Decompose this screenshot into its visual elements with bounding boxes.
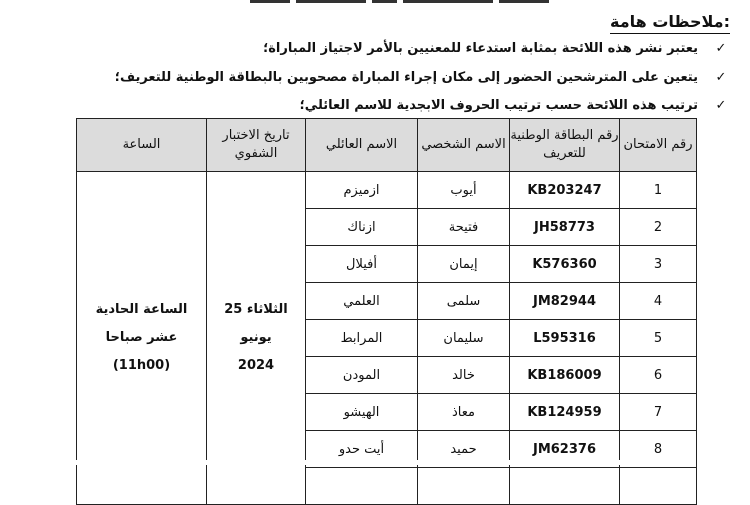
exam-number: 3	[620, 246, 697, 283]
first-name: معاذ	[418, 394, 510, 431]
exam-number: 4	[620, 283, 697, 320]
time-line: (11h00)	[112, 358, 171, 373]
exam-number: 5	[620, 320, 697, 357]
header-time: الساعة	[77, 119, 207, 172]
last-name: أفيلال	[306, 246, 418, 283]
note-text: يتعين على المترشحين الحضور إلى مكان إجراء المباراة مصحوبين بالبطاقة الوطنية للتعريف؛	[114, 70, 698, 85]
last-name: العلمي	[306, 283, 418, 320]
id-card-number: KB186009	[510, 357, 620, 394]
last-name: المرابط	[306, 320, 418, 357]
candidates-table	[76, 118, 697, 505]
last-name: ازناك	[306, 209, 418, 246]
note-item-ordering	[300, 98, 730, 113]
id-card-number: KB124959	[510, 394, 620, 431]
header-last-name: الاسم العائلي	[306, 119, 418, 172]
header-id-card: رقم البطاقة الوطنية للتعريف	[510, 119, 620, 172]
exam-number: 7	[620, 394, 697, 431]
oral-date-year: 2024	[237, 358, 275, 373]
id-card-number: JM62376	[510, 431, 620, 468]
id-card-number: KB203247	[510, 172, 620, 209]
oral-date-line: الثلاثاء 25 يونيو	[224, 302, 288, 345]
first-name: سلمى	[418, 283, 510, 320]
last-name: أيت حدو	[306, 431, 418, 468]
checkmark-icon: ✓	[715, 70, 727, 85]
table-header-row	[77, 119, 697, 172]
checkmark-icon: ✓	[715, 98, 727, 113]
first-name: إيمان	[418, 246, 510, 283]
last-name: ازميزم	[306, 172, 418, 209]
note-text: يعتبر نشر هذه اللائحة بمثابة استدعاء للمعنيين بالأمر لاجتياز المباراة؛	[263, 41, 698, 56]
note-item-id-card	[115, 70, 730, 85]
first-name: أيوب	[418, 172, 510, 209]
page-bottom-edge	[76, 460, 696, 465]
first-name: حميد	[418, 431, 510, 468]
exam-number: 1	[620, 172, 697, 209]
time-cell	[77, 172, 207, 505]
notes-title: ملاحظات هامة:	[610, 12, 730, 34]
checkmark-icon: ✓	[715, 41, 727, 56]
first-name: خالد	[418, 357, 510, 394]
table-row	[77, 172, 697, 209]
time-line: الساعة الحادية	[95, 302, 188, 317]
first-name: فتيحة	[418, 209, 510, 246]
cropped-text-line	[250, 0, 560, 6]
last-name: المودن	[306, 357, 418, 394]
id-card-number: K576360	[510, 246, 620, 283]
header-first-name: الاسم الشخصي	[418, 119, 510, 172]
note-item-publication	[263, 41, 730, 56]
time-line: عشر صباحا	[105, 330, 178, 345]
id-card-number: L595316	[510, 320, 620, 357]
oral-date-cell	[207, 172, 306, 505]
last-name: الهيشو	[306, 394, 418, 431]
exam-number: 6	[620, 357, 697, 394]
id-card-number: JH58773	[510, 209, 620, 246]
exam-number: 8	[620, 431, 697, 468]
first-name: سليمان	[418, 320, 510, 357]
id-card-number: JM82944	[510, 283, 620, 320]
header-oral-date: تاريخ الاختبار الشفوي	[207, 119, 306, 172]
header-exam-number: رقم الامتحان	[620, 119, 697, 172]
exam-number: 2	[620, 209, 697, 246]
note-text: ترتيب هذه اللائحة حسب ترتيب الحروف الابجدية للاسم العائلي؛	[299, 98, 698, 113]
